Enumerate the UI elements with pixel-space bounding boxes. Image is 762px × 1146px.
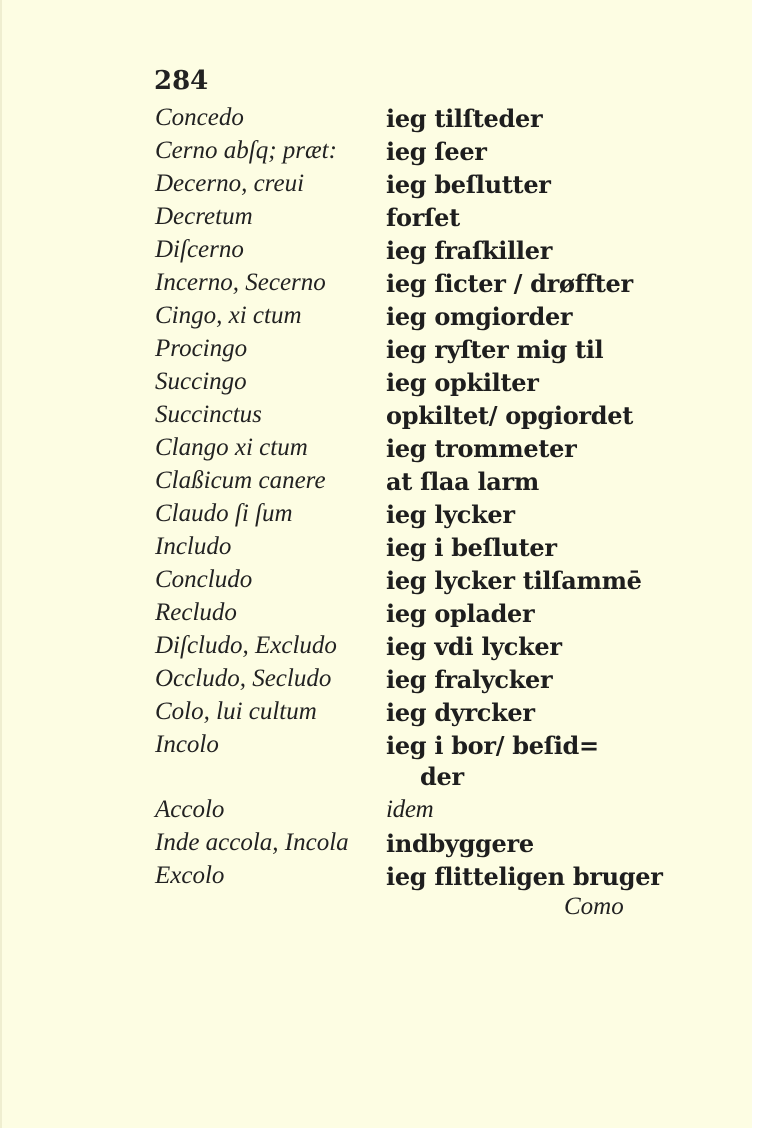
glossary-row (0, 632, 752, 665)
latin-term: Succinctus (155, 401, 262, 428)
latin-term: Decerno, creui (155, 170, 305, 197)
glossary-row (0, 829, 752, 862)
latin-term: Excolo (155, 862, 225, 889)
danish-translation: ieg fraſkiller (386, 236, 553, 265)
glossary-row (0, 533, 752, 566)
danish-translation: ieg trommeter (386, 434, 577, 463)
latin-term: Decretum (155, 203, 253, 230)
glossary-row (0, 467, 752, 500)
danish-translation: ieg ſeer (386, 137, 487, 166)
latin-term: Concludo (155, 566, 253, 593)
danish-translation: ieg vdi lycker (386, 632, 562, 661)
latin-term: Procingo (155, 335, 248, 362)
danish-translation: ieg i beſluter (386, 533, 557, 562)
danish-translation: forſet (386, 203, 460, 232)
latin-term: Succingo (155, 368, 247, 395)
danish-translation: opkiltet/ opgiordet (386, 401, 633, 430)
danish-translation: ieg lycker tilſammē (386, 566, 642, 595)
scan-margin-right (752, 0, 762, 1146)
glossary-row (0, 434, 752, 467)
latin-term: Inde accola, Incola (155, 829, 349, 856)
latin-term: Includo (155, 533, 232, 560)
danish-translation: ieg lycker (386, 500, 515, 529)
danish-translation: ieg beſlutter (386, 170, 551, 199)
latin-term: Occludo, Secludo (155, 665, 332, 692)
danish-translation: ieg flitteligen bruger (386, 862, 663, 891)
glossary-row (0, 566, 752, 599)
glossary-row (0, 137, 752, 170)
glossary-row (0, 665, 752, 698)
glossary-row (0, 335, 752, 368)
danish-translation-continuation: der (420, 762, 464, 791)
danish-translation: idem (386, 796, 434, 823)
glossary-row (0, 796, 752, 829)
danish-translation: ieg fralycker (386, 665, 553, 694)
danish-translation: ieg ryſter mig til (386, 335, 604, 364)
latin-term: Recludo (155, 599, 237, 626)
glossary-row (0, 599, 752, 632)
glossary-row (0, 104, 752, 137)
danish-translation: ieg oplader (386, 599, 535, 628)
glossary-row (0, 302, 752, 335)
glossary-row (0, 203, 752, 236)
glossary-row (0, 368, 752, 401)
glossary-row (0, 401, 752, 434)
glossary-row (0, 698, 752, 731)
danish-translation: ieg dyrcker (386, 698, 535, 727)
latin-term: Incerno, Secerno (155, 269, 326, 296)
page-number: 284 (154, 66, 209, 96)
danish-translation: at ſlaa larm (386, 467, 539, 496)
danish-translation: ieg omgiorder (386, 302, 573, 331)
latin-term: Cerno abſq; præt: (155, 137, 337, 164)
glossary-row (0, 236, 752, 269)
glossary-row (0, 731, 752, 764)
glossary-row-continuation (0, 762, 752, 795)
glossary-row (0, 862, 752, 895)
latin-term: Incolo (155, 731, 219, 758)
catchword: Como (564, 893, 624, 920)
latin-term: Clango xi ctum (155, 434, 308, 461)
latin-term: Accolo (155, 796, 225, 823)
latin-term: Claudo ſi ſum (155, 500, 293, 527)
latin-term: Concedo (155, 104, 244, 131)
latin-term: Colo, lui cultum (155, 698, 317, 725)
glossary-row (0, 170, 752, 203)
danish-translation: ieg tilſteder (386, 104, 543, 133)
danish-translation: ieg opkilter (386, 368, 539, 397)
danish-translation: indbyggere (386, 829, 534, 858)
latin-term: Diſcludo, Excludo (155, 632, 337, 659)
latin-term: Claßicum canere (155, 467, 326, 494)
glossary-row (0, 500, 752, 533)
danish-translation: ieg ſicter / drøffter (386, 269, 633, 298)
danish-translation: ieg i bor/ beſid= (386, 731, 599, 760)
latin-term: Cingo, xi ctum (155, 302, 302, 329)
latin-term: Diſcerno (155, 236, 244, 263)
glossary-row (0, 269, 752, 302)
scan-margin-bottom (0, 1128, 762, 1146)
